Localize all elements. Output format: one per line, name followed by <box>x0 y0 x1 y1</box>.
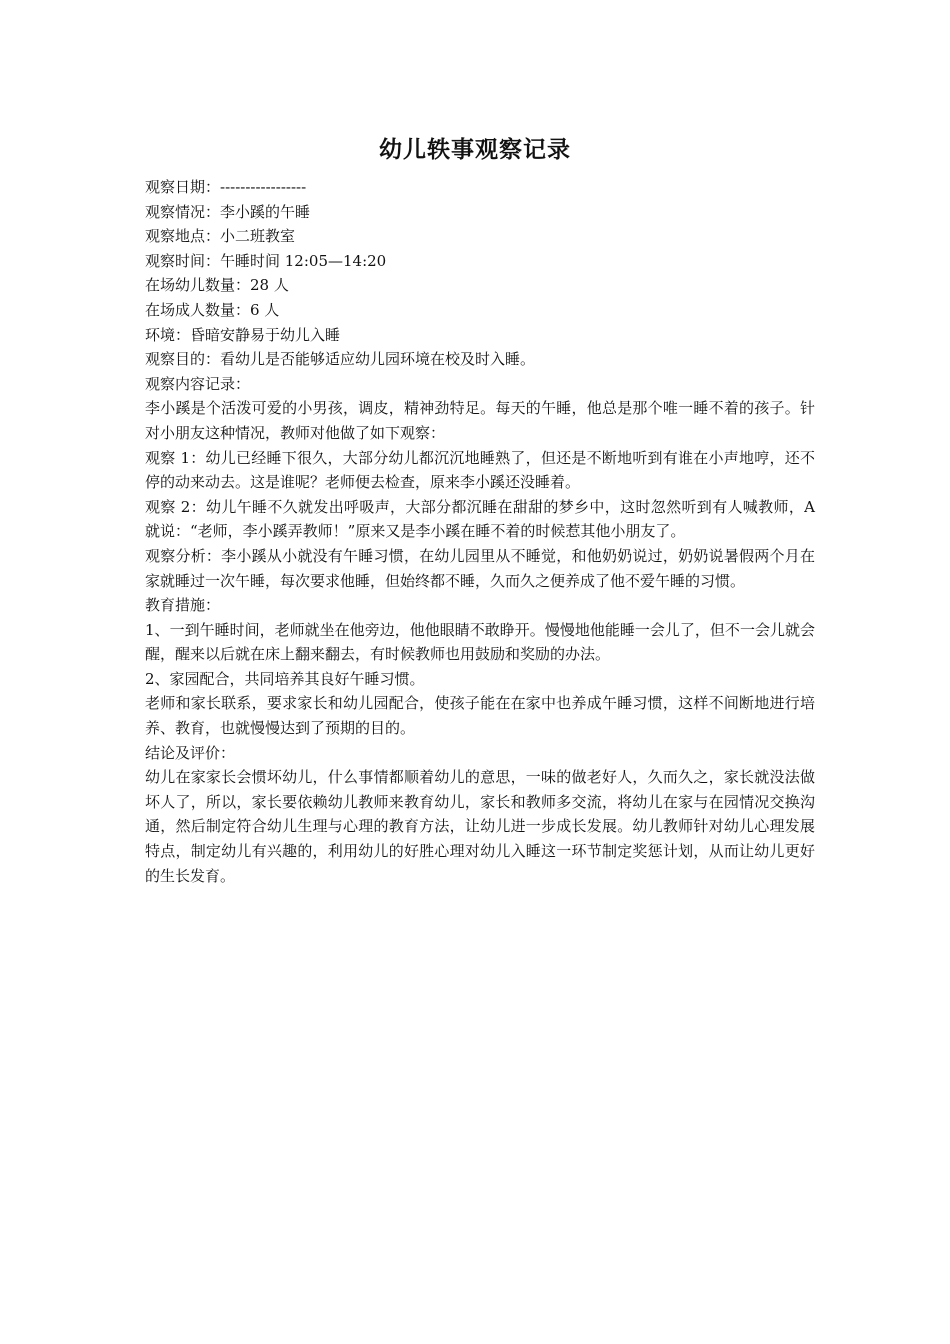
document-title: 幼儿轶事观察记录 <box>379 136 571 163</box>
measure-2-heading: 2、家园配合，共同培养其良好午睡习惯。 <box>145 669 425 688</box>
analysis-paragraph: 观察分析：李小蹊从小就没有午睡习惯，在幼儿园里从不睡觉，和他奶奶说过，奶奶说暑假两个月在家就睡过一次午睡，每次要求他睡，但始终都不睡，久而久之便养成了他不爱午睡的习惯。 <box>145 546 815 590</box>
measure-1-paragraph: 1、一到午睡时间，老师就坐在他旁边，他他眼睛不敢睁开。慢慢地他能睡一会儿了，但不一会儿就会醒，醒来以后就在床上翻来翻去，有时候教师也用鼓励和奖励的办法。 <box>145 620 815 664</box>
observation-date: 观察日期：----------------- <box>145 178 307 196</box>
conclusion-heading: 结论及评价： <box>145 743 236 762</box>
measure-2-paragraph: 老师和家长联系，要求家长和幼儿园配合，使孩子能在在家中也养成午睡习惯，这样不间断地进行培养、教育，也就慢慢达到了预期的目的。 <box>145 694 815 738</box>
observation-2-paragraph: 观察 2：幼儿午睡不久就发出呼吸声，大部分都沉睡在甜甜的梦乡中，这时忽然听到有人喊教师，A 就说：“老师，李小蹊弄教师！”原来又是李小蹊在睡不着的时候惹其他小朋友了。 <box>145 497 815 541</box>
conclusion-paragraph: 幼儿在家家长会惯坏幼儿，什么事情都顺着幼儿的意思，一味的做老好人，久而久之，家长就没法做坏人了，所以，家长要依赖幼儿教师来教育幼儿，家长和教师多交流，将幼儿在家与在园情况交换沟通，然后制定符合幼儿生理与心理的教育方法，让幼儿进一步成长发展。幼儿教师针对幼儿心理发展特点，制定幼儿有兴趣的，利用幼儿的好胜心理对幼儿入睡这一环节制定奖惩计划，从而让幼儿更好的生长发育。 <box>145 768 815 885</box>
observation-time: 观察时间：午睡时间 12:05—14:20 <box>145 251 387 270</box>
children-count: 在场幼儿数量：28 人 <box>145 276 289 295</box>
environment: 环境：昏暗安静易于幼儿入睡 <box>145 325 341 344</box>
observation-purpose: 观察目的：看幼儿是否能够适应幼儿园环境在校及时入睡。 <box>145 350 536 369</box>
measures-heading: 教育措施： <box>145 596 221 615</box>
observation-situation: 观察情况：李小蹊的午睡 <box>145 202 311 221</box>
intro-paragraph: 李小蹊是个活泼可爱的小男孩，调皮，精神劲特足。每天的午睡，他总是那个唯一睡不着的孩子。针对小朋友这种情况，教师对他做了如下观察： <box>145 399 815 442</box>
document-body <box>145 175 815 888</box>
observation-location: 观察地点：小二班教室 <box>145 227 296 246</box>
adults-count: 在场成人数量：6 人 <box>145 300 280 319</box>
record-heading: 观察内容记录： <box>145 374 251 393</box>
observation-1-paragraph: 观察 1：幼儿已经睡下很久，大部分幼儿都沉沉地睡熟了，但还是不断地听到有谁在小声地哼，还不停的动来动去。这是谁呢？老师便去检查，原来李小蹊还没睡着。 <box>145 448 815 492</box>
